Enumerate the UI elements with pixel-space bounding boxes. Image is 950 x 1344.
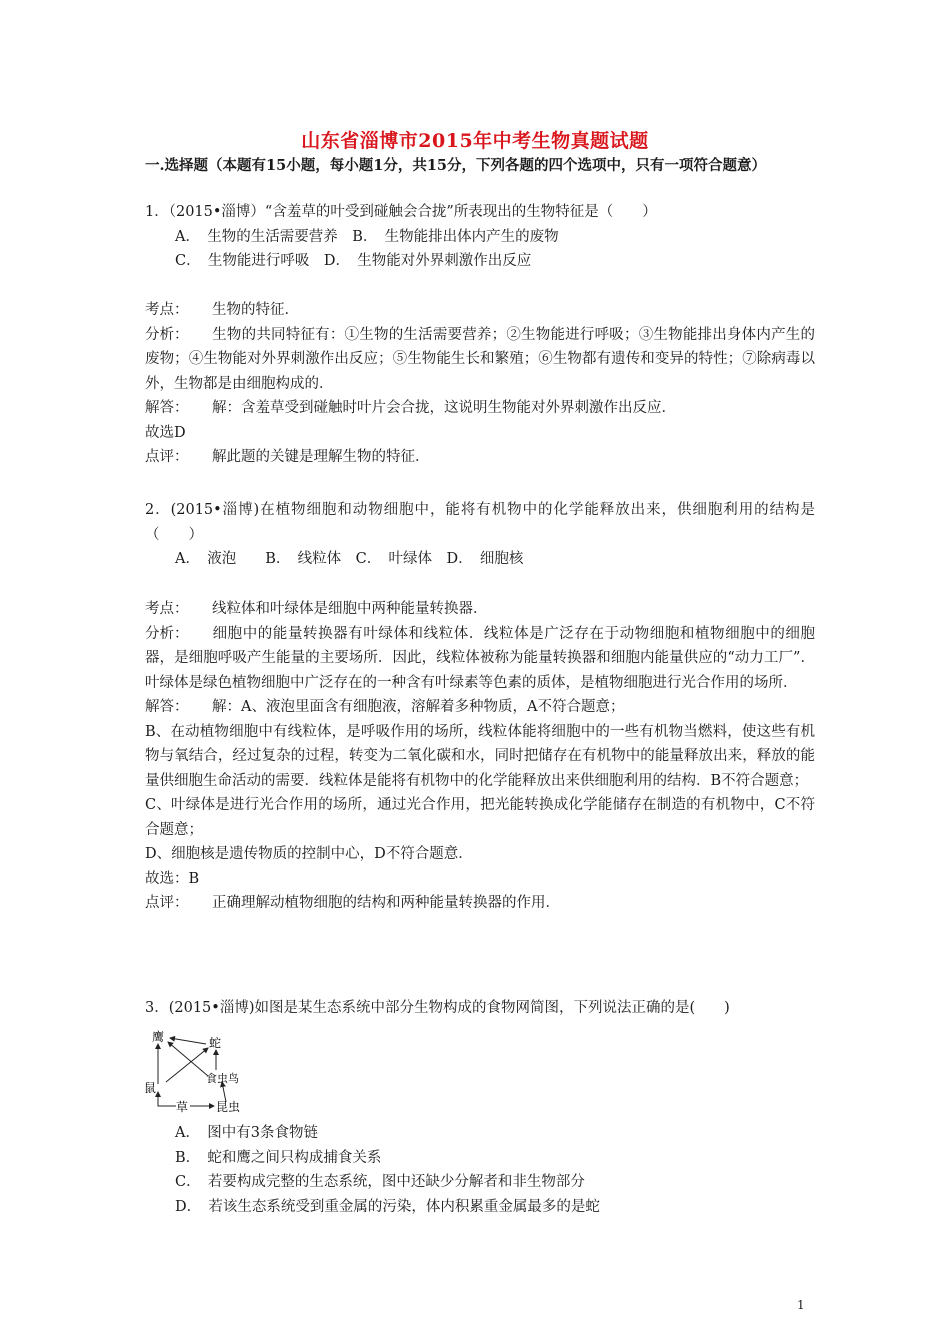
node-mouse: 鼠 xyxy=(144,1081,157,1095)
q1-kaodian-label: 考点： xyxy=(145,302,189,318)
edge-grass-mouse xyxy=(158,1092,176,1106)
node-grass: 草 xyxy=(176,1100,189,1114)
q2-jieda-a: 解：A、液泡里面含有细胞液，溶解着多种物质，A不符合题意； xyxy=(212,699,625,715)
q2-fenxi-label: 分析： xyxy=(145,625,189,642)
q2-jieda-d: D、细胞核是遗传物质的控制中心，D不符合题意． xyxy=(145,846,473,862)
q1-dianping-label: 点评： xyxy=(145,449,189,465)
q1-dianping: 解此题的关键是理解生物的特征． xyxy=(212,449,430,465)
edge-snake-eagle xyxy=(170,1038,206,1044)
node-insect: 昆虫 xyxy=(216,1100,241,1114)
q3-option-a: A． 图中有3条食物链 xyxy=(175,1125,318,1141)
q1-fenxi-text: 生物的共同特征有：①生物的生活需要营养；②生物能进行呼吸；③生物能排出身体内产生的废物；④生物能对外界刺激作出反应；⑤生物能生长和繁殖；⑥生物都有遗传和变异的特性；⑦除病毒以外，生物都是由细胞构成的． xyxy=(145,326,815,392)
q1-jieda: 解：含羞草受到碰触时叶片会合拢，这说明生物能对外界刺激作出反应． xyxy=(212,400,676,416)
document-title: 山东省淄博市2015年中考生物真题试题 xyxy=(301,130,649,152)
q2-dianping-label: 点评： xyxy=(145,895,189,911)
q3-options xyxy=(145,1121,815,1219)
page-number: 1 xyxy=(797,1298,805,1312)
q2-fenxi xyxy=(145,622,815,696)
q1-jieda-label: 解答： xyxy=(145,400,189,416)
q1-fenxi xyxy=(145,323,815,397)
q2-dianping: 正确理解动植物细胞的结构和两种能量转换器的作用． xyxy=(212,895,560,911)
question-2 xyxy=(145,498,815,572)
q2-jieda-label: 解答： xyxy=(145,699,189,715)
node-snake: 蛇 xyxy=(209,1036,222,1050)
q2-options: A． 液泡 B． 线粒体 C． 叶绿体 D． 细胞核 xyxy=(175,551,524,567)
q2-jieda-c: C、叶绿体是进行光合作用的场所，通过光合作用，把光能转换成化学能储存在制造的有机物中，C不符合题意； xyxy=(145,797,815,838)
q2-kaodian: 线粒体和叶绿体是细胞中两种能量转换器． xyxy=(212,601,488,617)
q1-options-line-2: C． 生物能进行呼吸 D． 生物能对外界刺激作出反应 xyxy=(175,253,532,269)
q2-stem: 2．(2015•淄博)在植物细胞和动物细胞中，能将有机物中的化学能释放出来，供细胞利用的结构是（ ） xyxy=(145,502,815,543)
edge-insect-bird xyxy=(222,1082,226,1102)
q2-kaodian-label: 考点： xyxy=(145,601,189,617)
q3-stem: 3．(2015•淄博)如图是某生态系统中部分生物构成的食物网简图，下列说法正确的是( ) xyxy=(145,1000,730,1016)
q3-option-b: B． 蛇和鹰之间只构成捕食关系 xyxy=(175,1149,382,1166)
food-web-diagram xyxy=(142,1026,262,1116)
q2-fenxi-text: 细胞中的能量转换器有叶绿体和线粒体．线粒体是广泛存在于动物细胞和植物细胞中的细胞器，是细胞呼吸产生能量的主要场所．因此，线粒体被称为能量转换器和细胞内能量供应的“动力工厂”．叶绿体是绿色植物细胞中广泛存在的一种含有叶绿素等色素的质体，是植物细胞进行光合作用的场所． xyxy=(145,625,815,691)
question-1 xyxy=(145,200,815,274)
q2-explanation xyxy=(145,597,815,916)
section-heading: 一.选择题（本题有15小题，每小题1分，共15分，下列各题的四个选项中，只有一项符合题意） xyxy=(145,157,766,174)
q2-jieda-b: B、在动植物细胞中有线粒体，是呼吸作用的场所，线粒体能将细胞中的一些有机物当燃料，使这些有机物与氧结合，经过复杂的过程，转变为二氧化碳和水，同时把储存在有机物中的能量释放出来，释放的能量供细胞生命活动的需要．线粒体是能将有机物中的化学能释放出来供细胞利用的结构．B不符合题意； xyxy=(145,723,815,789)
q1-fenxi-label: 分析： xyxy=(145,326,189,343)
q1-answer: 故选D xyxy=(145,424,186,441)
edge-bird-eagle xyxy=(168,1042,208,1076)
q1-explanation xyxy=(145,298,815,470)
q1-options-line-1: A． 生物的生活需要营养 B． 生物能排出体内产生的废物 xyxy=(175,228,559,245)
q3-option-d: D． 若该生态系统受到重金属的污染，体内积累重金属最多的是蛇 xyxy=(175,1198,600,1215)
node-bird: 食虫鸟 xyxy=(206,1072,239,1085)
q1-kaodian: 生物的特征． xyxy=(212,302,299,318)
q2-answer: 故选：B xyxy=(145,870,200,887)
edge-mouse-snake xyxy=(166,1048,208,1082)
q1-stem: 1．（2015•淄博）“含羞草的叶受到碰触会合拢”所表现出的生物特征是（ ） xyxy=(145,204,657,220)
question-3 xyxy=(145,996,815,1021)
node-eagle: 鹰 xyxy=(152,1030,165,1044)
q3-option-c: C． 若要构成完整的生态系统，图中还缺少分解者和非生物部分 xyxy=(175,1174,585,1190)
